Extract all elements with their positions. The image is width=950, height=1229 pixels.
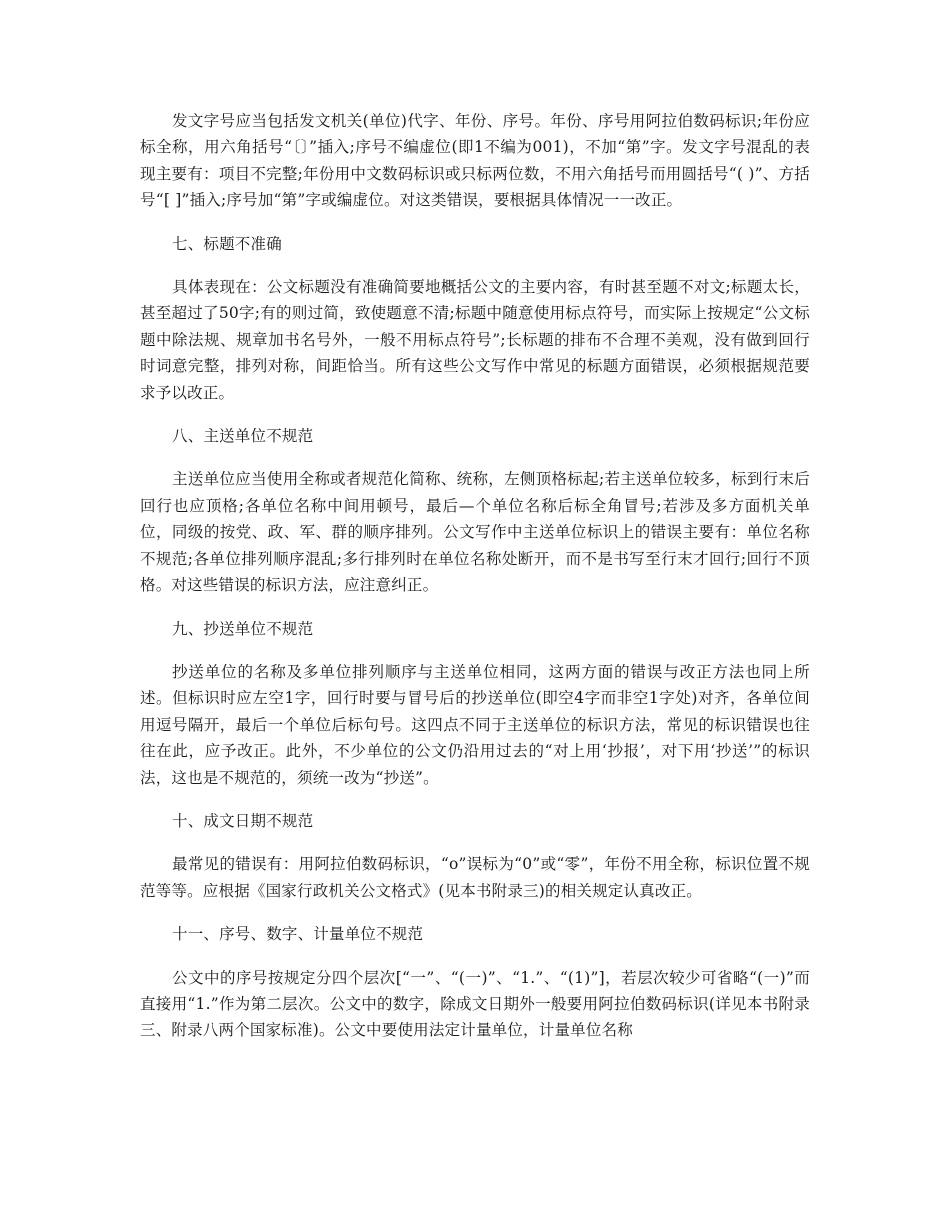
document-page — [140, 108, 810, 1061]
section-heading-7: 七、标题不准确 — [172, 234, 282, 253]
paragraph-cc-recipient: 抄送单位的名称及多单位排列顺序与主送单位相同，这两方面的错误与改正方法也同上所述。但标识时应左空1字，回行时要与冒号后的抄送单位(即空4字而非空1字处)对齐，各单位间用逗号隔开，最后一个单位后标句号。这四点不同于主送单位的标识方法，常见的标识错误也往往在此，应予改正。此外，不少单位的公文仍沿用过去的“对上用‘抄报’，对下用‘抄送’”的标识法，这也是不规范的，须统一改为“抄送”。 — [140, 662, 810, 787]
section-heading-8: 八、主送单位不规范 — [172, 427, 314, 446]
section-heading-11: 十一、序号、数字、计量单位不规范 — [172, 925, 424, 944]
paragraph-document-number: 发文字号应当包括发文机关(单位)代字、年份、序号。年份、序号用阿拉伯数码标识;年份应标全称，用六角括号“〔〕”插入;序号不编虚位(即1不编为001)，不加“第”字。发文字号混乱的表现主要有：项目不完整;年份用中文数码标识或只标两位数，不用六角括号而用圆括号“( )”、方括号“[ ]”插入;序号加“第”字或编虚位。对这类错误，要根据具体情况一一改正。 — [140, 112, 810, 210]
paragraph-main-recipient: 主送单位应当使用全称或者规范化简称、统称，左侧顶格标起;若主送单位较多，标到行末后回行也应顶格;各单位名称中间用顿号，最后—个单位名称后标全角冒号;若涉及多方面机关单位，同级的按党、政、军、群的顺序排列。公文写作中主送单位标识上的错误主要有：单位名称不规范;各单位排列顺序混乱;多行排列时在单位名称处断开，而不是书写至行末才回行;回行不顶格。对这些错误的标识方法，应注意纠正。 — [140, 470, 810, 595]
section-heading-9: 九、抄送单位不规范 — [172, 619, 314, 638]
paragraph-numbering: 公文中的序号按规定分四个层次[“一”、“(一)”、“1.”、“(1)”]，若层次较少可省略“(一)”而直接用“1.”作为第二层次。公文中的数字，除成文日期外一般要用阿拉伯数码标识(详见本书附录三、附录八两个国家标准)。公文中要使用法定计量单位，计量单位名称 — [140, 968, 810, 1040]
paragraph-title: 具体表现在：公文标题没有准确简要地概括公文的主要内容，有时甚至题不对文;标题太长，甚至超过了50字;有的则过简，致使题意不清;标题中随意使用标点符号，而实际上按规定“公文标题中除法规、规章加书名号外，一般不用标点符号”;长标题的排布不合理不美观，没有做到回行时词意完整，排列对称，间距恰当。所有这些公文写作中常见的标题方面错误，必须根据规范要求予以改正。 — [140, 278, 810, 402]
paragraph-date: 最常见的错误有：用阿拉伯数码标识，“o”误标为“0”或“零”，年份不用全称，标识位置不规范等等。应根据《国家行政机关公文格式》(见本书附录三)的相关规定认真改正。 — [140, 855, 810, 900]
section-heading-10: 十、成文日期不规范 — [172, 811, 314, 830]
